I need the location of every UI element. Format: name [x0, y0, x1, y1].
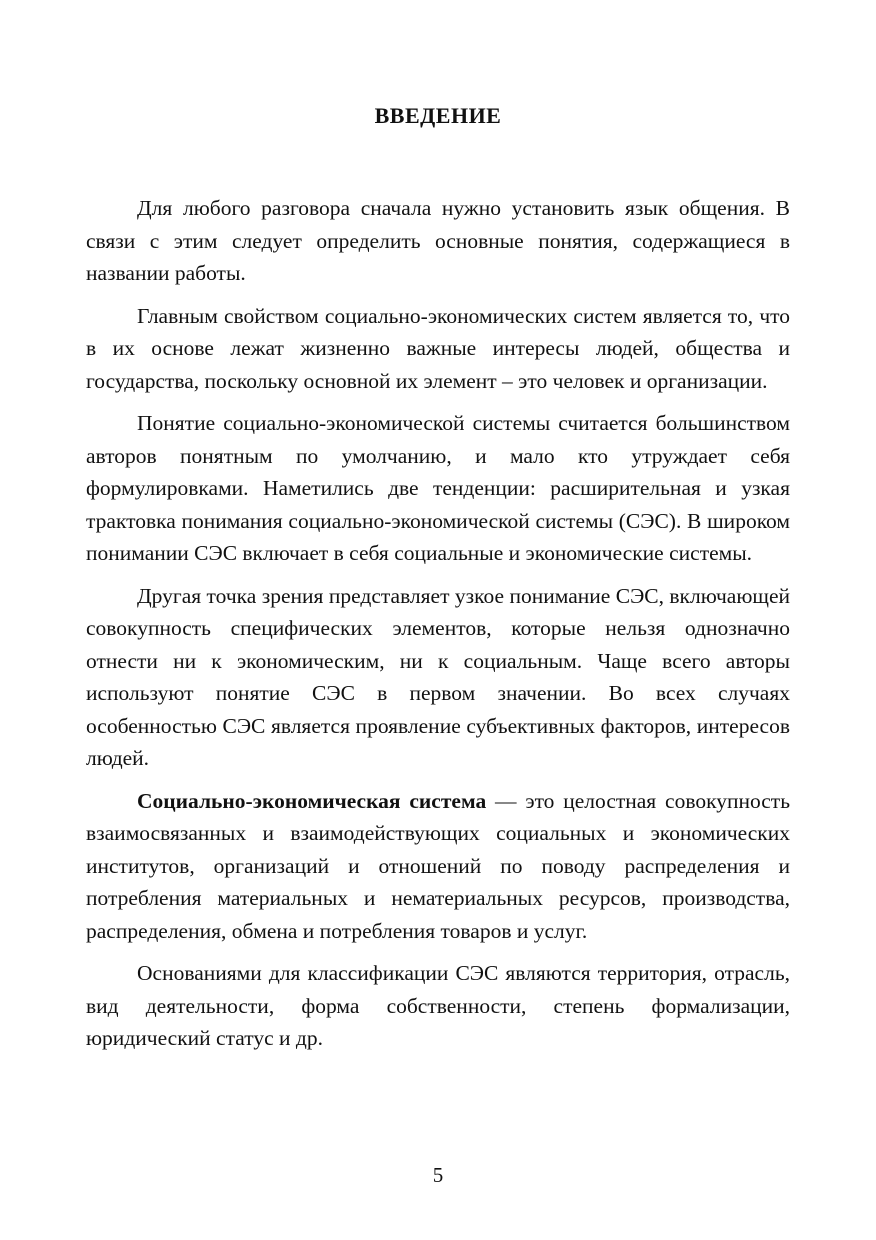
defined-term: Социально-экономическая система [137, 788, 487, 813]
paragraph-6-text: Основаниями для классификации СЭС являются территория, отрасль, вид деятельности, форма собственности, степень формализации, юридический статус и др. [86, 961, 790, 1050]
paragraph-5-text: — это целостная совокупность взаимосвязанных и взаимодействующих социальных и экономических институтов, организаций и отношений по поводу распределения и потребления материальных и нематериальных ресурсов, производства, распределения, обмена и потребления товаров и услуг. [86, 788, 790, 943]
paragraph-2-text: Главным свойством социально-экономических систем является то, что в их основе лежат жизненно важные интересы людей, общества и государства, поскольку основной их элемент – это человек и организации. [86, 303, 790, 393]
paragraph-4-text: Другая точка зрения представляет узкое понимание СЭС, включающей совокупность специфических элементов, которые нельзя однозначно отнести ни к экономическим, ни к социальным. Чаще всего авторы используют понятие СЭС в первом значении. Во всех случаях особенностью СЭС является проявление субъективных факторов, интересов людей. [86, 583, 790, 770]
paragraph-1 [86, 192, 790, 290]
page-number: 5 [432, 1163, 444, 1187]
paragraph-5-definition [86, 785, 790, 948]
paragraph-3-text: Понятие социально-экономической системы считается большинством авторов понятным по умолчанию, и мало кто утруждает себя формулировками. Наметились две тенденции: расширительная и узкая трактовка понимания социально-экономической системы (СЭС). В широком понимании СЭС включает в себя социальные и экономические системы. [86, 411, 790, 565]
body-text [86, 192, 790, 1065]
paragraph-3 [86, 407, 790, 570]
paragraph-6 [86, 957, 790, 1055]
paragraph-2 [86, 300, 790, 398]
page-title: ВВЕДЕНИЕ [374, 103, 502, 128]
paragraph-4 [86, 580, 790, 775]
paragraph-1-text: Для любого разговора сначала нужно установить язык общения. В связи с этим следует определить основные понятия, содержащиеся в названии работы. [86, 196, 790, 285]
